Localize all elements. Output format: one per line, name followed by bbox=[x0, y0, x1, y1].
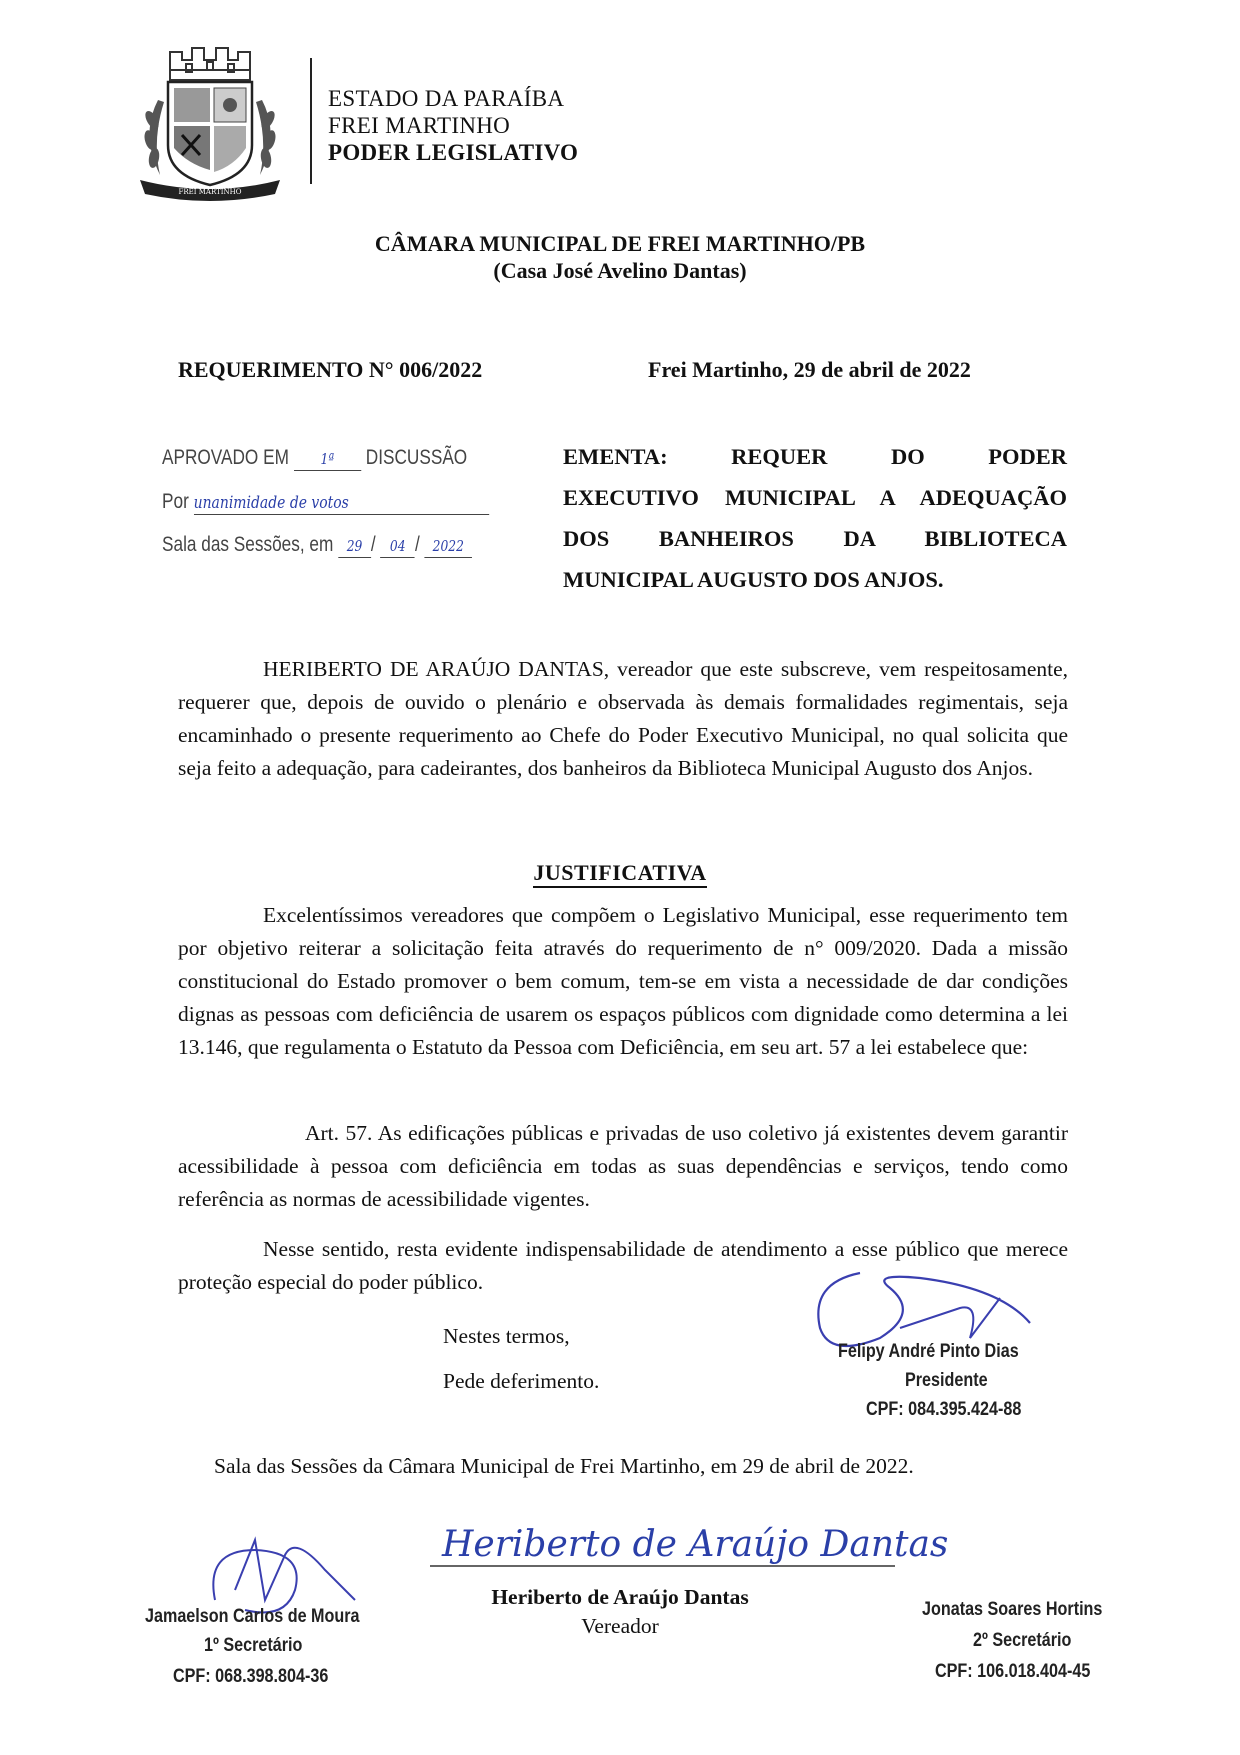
stamp-session-month: 04 bbox=[389, 537, 406, 555]
ementa-line: EMENTA: REQUER DO PODER bbox=[563, 444, 1067, 469]
request-date: Frei Martinho, 29 de abril de 2022 bbox=[648, 357, 971, 382]
second-secretary-name: Jonatas Soares Hortins bbox=[922, 1599, 1103, 1620]
intro-paragraph: HERIBERTO DE ARAÚJO DANTAS, vereador que este subscreve, vem respeitosamente, requerer que, depois de ouvido o plenário e observada às demais formalidades regimentais, seja encaminhado o presente requerimento ao Chefe do Poder Executivo Municipal, no qual solicita que seja feito a adequação, para cadeirantes, dos banheiros da Biblioteca Municipal Augusto dos Anjos. bbox=[178, 657, 1068, 780]
closing-line-2: Pede deferimento. bbox=[443, 1369, 600, 1393]
chamber-house: (Casa José Avelino Dantas) bbox=[493, 258, 747, 283]
first-secretary-cpf: CPF: 068.398.804-36 bbox=[173, 1666, 329, 1687]
author-name: Heriberto de Araújo Dantas bbox=[491, 1585, 749, 1609]
second-secretary-cpf: CPF: 106.018.404-45 bbox=[935, 1661, 1091, 1682]
ementa-line: DOS BANHEIROS DA BIBLIOTECA bbox=[563, 526, 1067, 551]
ementa-block bbox=[563, 436, 1067, 600]
conclusion-paragraph: Nesse sentido, resta evidente indispensabilidade de atendimento a esse público que merece proteção especial do poder público. bbox=[178, 1237, 1068, 1294]
president-name: Felipy André Pinto Dias bbox=[838, 1341, 1019, 1362]
justification-title-text: JUSTIFICATIVA bbox=[533, 860, 706, 888]
justification-paragraph: Excelentíssimos vereadores que compõem o Legislativo Municipal, esse requerimento tem por objetivo reiterar a solicitação feita através do requerimento de n° 009/2020. Dada a missão constitucional do Estado promover o bem comum, tem-se em vista a necessidade de dar condições dignas as pessoas com deficiência de usarem os espaços públicos com dignidade como determina a lei 13.146, que regulamenta o Estatuto da Pessoa com Deficiência, em seu art. 57 a lei estabelece que: bbox=[178, 903, 1068, 1059]
stamp-session-year: 2022 bbox=[432, 537, 464, 555]
justification-title bbox=[0, 860, 1240, 886]
request-number: REQUERIMENTO N° 006/2022 bbox=[178, 357, 483, 382]
stamp-session-day: 29 bbox=[346, 537, 363, 555]
header-city: FREI MARTINHO bbox=[328, 113, 511, 138]
second-secretary-role: 2º Secretário bbox=[973, 1630, 1072, 1651]
header-power: PODER LEGISLATIVO bbox=[328, 140, 579, 165]
first-secretary-role: 1º Secretário bbox=[204, 1635, 303, 1656]
approval-stamp-line-3: Sala das Sessões, em 29 / 04 / 2022 bbox=[162, 533, 472, 558]
stamp-by-value: unanimidade de votos bbox=[193, 493, 349, 513]
stamp-by-label: Por bbox=[162, 490, 189, 513]
first-secretary-name: Jamaelson Carlos de Moura bbox=[145, 1606, 360, 1627]
stamp-discussion-label: DISCUSSÃO bbox=[365, 446, 468, 469]
municipal-crest-logo bbox=[130, 40, 290, 202]
chamber-name: CÂMARA MUNICIPAL DE FREI MARTINHO/PB bbox=[374, 231, 866, 256]
place-and-date: Sala das Sessões da Câmara Municipal de Frei Martinho, em 29 de abril de 2022. bbox=[214, 1454, 914, 1478]
ementa-line: EXECUTIVO MUNICIPAL A ADEQUAÇÃO bbox=[563, 485, 1067, 510]
author-role: Vereador bbox=[581, 1614, 659, 1638]
president-role: Presidente bbox=[905, 1370, 988, 1391]
ementa-line: MUNICIPAL AUGUSTO DOS ANJOS. bbox=[563, 567, 944, 592]
stamp-approved-label: APROVADO EM bbox=[162, 446, 289, 469]
approval-stamp-line-1 bbox=[162, 446, 467, 471]
header-state: ESTADO DA PARAÍBA bbox=[328, 86, 565, 111]
header-divider bbox=[310, 58, 312, 184]
stamp-approved-value: 1ª bbox=[320, 450, 335, 468]
article-quote: Art. 57. As edificações públicas e privadas de uso coletivo já existentes devem garantir acessibilidade à pessoa com deficiência em todas as suas dependências e serviços, tendo como referência as normas de acessibilidade vigentes. bbox=[178, 1121, 1068, 1211]
author-signature-text: Heriberto de Araújo Dantas bbox=[442, 1524, 949, 1565]
approval-stamp-line-2 bbox=[162, 490, 489, 515]
crest-motto-text: FREI MARTINHO bbox=[178, 188, 242, 196]
stamp-session-label: Sala das Sessões, em bbox=[162, 533, 334, 556]
closing-line-1: Nestes termos, bbox=[443, 1324, 570, 1348]
president-cpf: CPF: 084.395.424-88 bbox=[866, 1399, 1022, 1420]
author-handwritten-signature bbox=[430, 1510, 949, 1580]
